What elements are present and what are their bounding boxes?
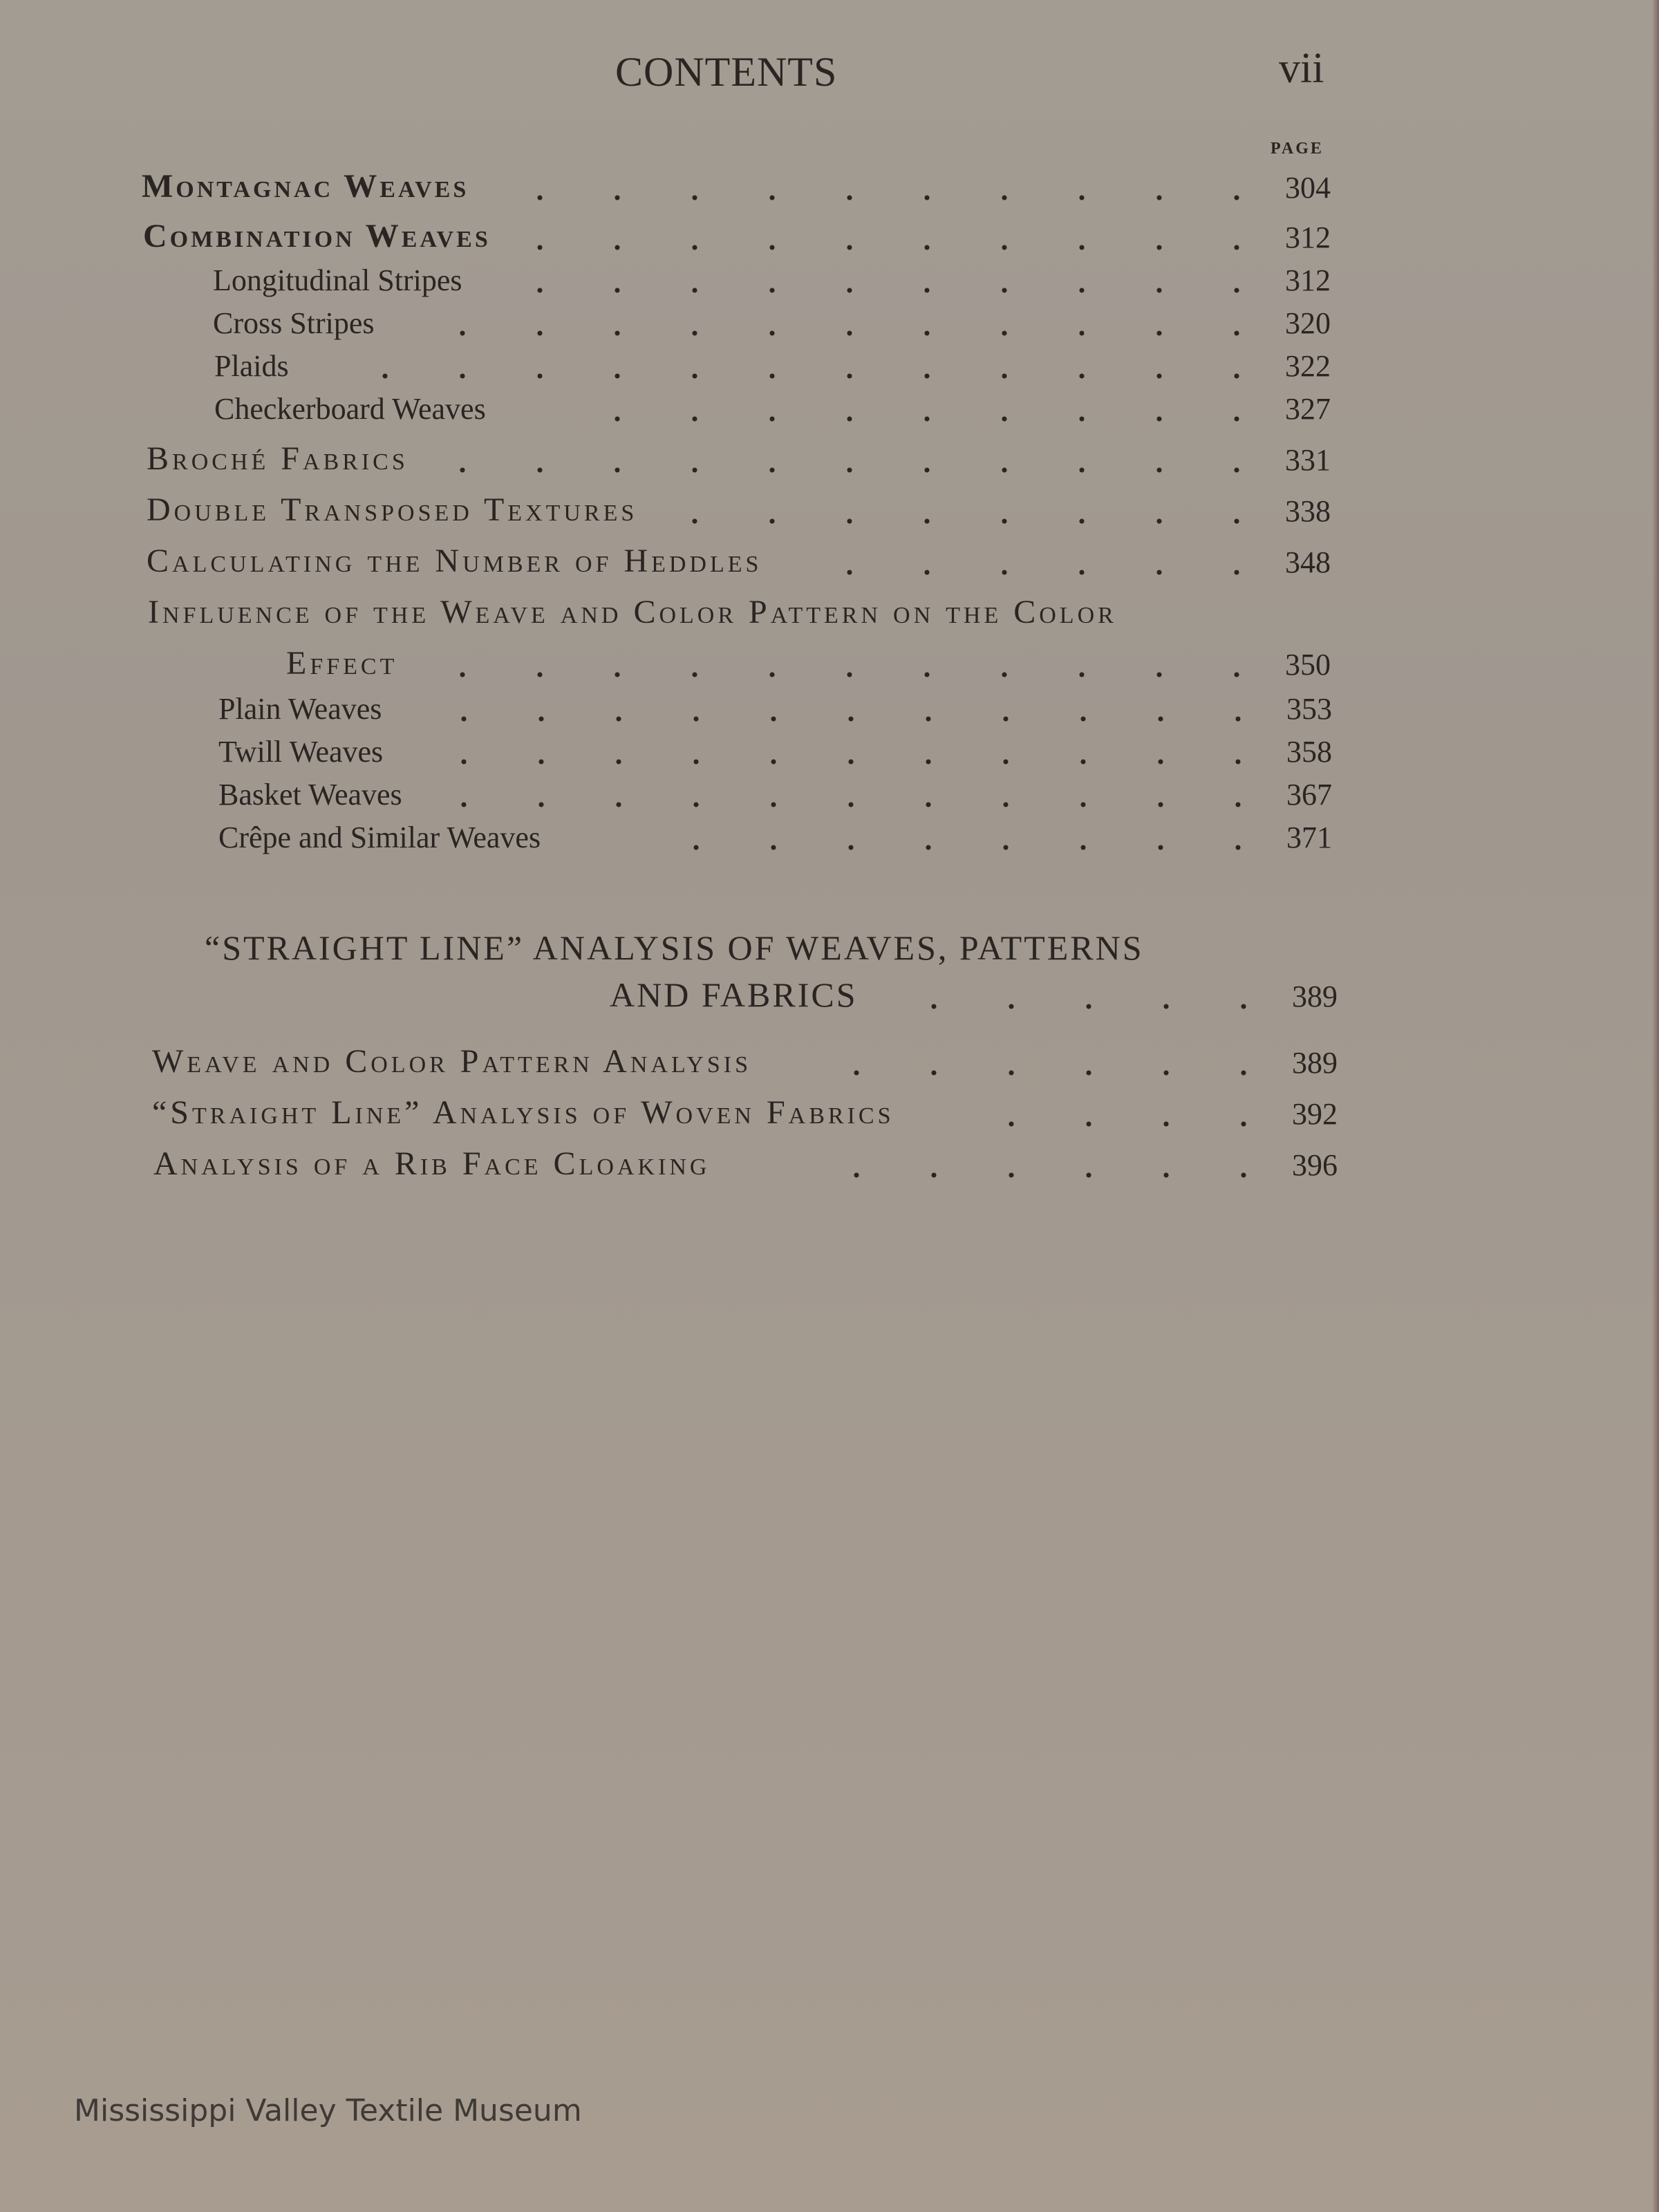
toc-entry-first-line xyxy=(148,593,1331,633)
dot-leader xyxy=(427,330,1275,336)
toc-entry xyxy=(147,491,1331,531)
toc-entry-label: Plain Weaves xyxy=(218,692,382,726)
toc-entry xyxy=(213,303,1331,343)
dot-leader xyxy=(850,1070,1282,1076)
dot-leader xyxy=(567,416,1275,422)
toc-entry-label: Plaids xyxy=(214,349,289,383)
toc-entry xyxy=(286,644,1331,684)
toc-entry xyxy=(152,1042,1338,1082)
toc-entry xyxy=(218,731,1332,771)
toc-entry-label: Longitudinal Stripes xyxy=(213,263,462,297)
toc-entry-page: 327 xyxy=(1285,392,1331,426)
dot-leader xyxy=(928,1004,1282,1009)
toc-entry-page: 348 xyxy=(1285,545,1331,579)
toc-entry-page: 371 xyxy=(1286,821,1332,854)
toc-entry-label: Checkerboard Weaves xyxy=(214,392,486,426)
toc-entry-page: 320 xyxy=(1285,306,1331,340)
toc-entry-page: 367 xyxy=(1286,778,1332,812)
toc-entry-page: 338 xyxy=(1285,494,1331,528)
toc-entry xyxy=(213,260,1331,300)
section-heading-label: AND FABRICS xyxy=(610,975,858,1014)
running-head xyxy=(0,43,1659,98)
dot-leader xyxy=(426,716,1277,722)
toc-entry-page: 350 xyxy=(1285,648,1331,682)
dot-leader xyxy=(529,288,1275,293)
toc-entry-label: Weave and Color Pattern Analysis xyxy=(152,1043,751,1080)
page-number: vii xyxy=(1279,45,1324,92)
dot-leader xyxy=(449,672,1275,677)
toc-entry xyxy=(152,1094,1338,1134)
dot-leader xyxy=(454,467,1275,473)
section-heading-continued xyxy=(610,972,1338,1016)
dot-leader xyxy=(647,845,1277,850)
toc-entry-label: Twill Weaves xyxy=(218,735,384,769)
toc-entry-page: 322 xyxy=(1285,349,1331,383)
toc-entry xyxy=(147,440,1331,480)
toc-entry-page: 304 xyxy=(1285,171,1331,205)
toc-entry-page: 353 xyxy=(1286,692,1332,726)
page-edge xyxy=(1652,0,1659,2212)
toc-entry-page: 312 xyxy=(1285,221,1331,254)
toc-entry xyxy=(143,217,1331,257)
dot-leader xyxy=(426,759,1277,765)
toc-entry-label-continued: Effect xyxy=(286,645,398,682)
toc-entry xyxy=(214,346,1331,386)
toc-entry xyxy=(218,688,1332,729)
toc-entry-page: 312 xyxy=(1285,263,1331,297)
dot-leader xyxy=(457,802,1277,807)
toc-entry-page: 358 xyxy=(1286,735,1332,769)
section-heading-page: 389 xyxy=(1292,980,1338,1013)
toc-entry-label: Calculating the Number of Heddles xyxy=(147,543,762,579)
dot-leader xyxy=(530,245,1275,250)
page-column-label: PAGE xyxy=(1271,140,1324,158)
toc-entry-page: 396 xyxy=(1292,1148,1338,1182)
toc-entry xyxy=(218,774,1332,814)
toc-entry-page: 392 xyxy=(1292,1097,1338,1131)
toc-entry xyxy=(214,388,1331,429)
dot-leader xyxy=(512,195,1275,200)
toc-entry-label: Cross Stripes xyxy=(213,306,375,340)
dot-leader xyxy=(1006,1121,1282,1127)
toc-entry xyxy=(147,542,1331,582)
toc-entry xyxy=(142,167,1331,207)
toc-entry-label: Analysis of a Rib Face Cloaking xyxy=(153,1145,711,1182)
toc-entry xyxy=(153,1145,1338,1185)
toc-entry-page: 331 xyxy=(1285,443,1331,477)
toc-entry-label: Montagnac Weaves xyxy=(142,168,469,205)
section-heading: “STRAIGHT LINE” ANALYSIS OF WEAVES, PATTERNS xyxy=(205,928,1144,967)
running-title: CONTENTS xyxy=(615,49,838,95)
toc-entry-label: Double Transposed Textures xyxy=(147,491,638,528)
toc-entry-page: 389 xyxy=(1292,1046,1338,1080)
toc-entry-label: Crêpe and Similar Weaves xyxy=(218,821,541,854)
toc-entry-label: Influence of the Weave and Color Pattern on the Color xyxy=(148,594,1117,630)
toc-entry-label: Basket Weaves xyxy=(218,778,402,812)
dot-leader xyxy=(353,373,1275,379)
dot-leader xyxy=(852,1172,1282,1178)
dot-leader xyxy=(845,570,1275,575)
toc-entry-label: Combination Weaves xyxy=(143,218,491,254)
dot-leader xyxy=(686,518,1275,524)
toc-entry-label: Broché Fabrics xyxy=(147,440,409,477)
toc-entry-label: “Straight Line” Analysis of Woven Fabrics xyxy=(152,1094,894,1131)
toc-entry xyxy=(218,817,1332,857)
museum-watermark: Mississippi Valley Textile Museum xyxy=(74,2093,582,2128)
